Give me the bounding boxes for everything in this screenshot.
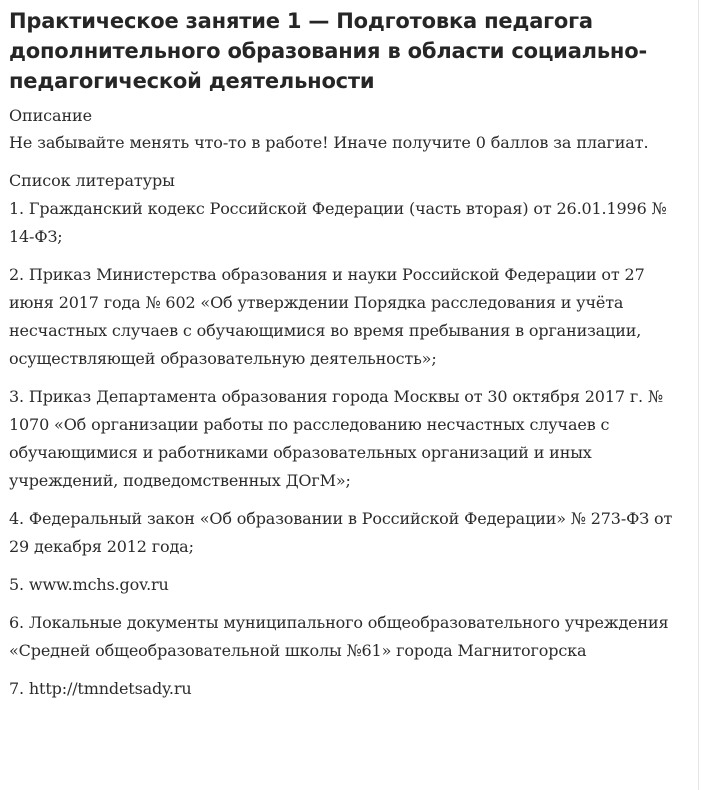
description-text: Не забывайте менять что-то в работе! Иначе получите 0 баллов за плагиат. [9, 133, 649, 152]
reference-item-3: 3. Приказ Департамента образования города Москвы от 30 октября 2017 г. № 1070 «Об организации работы по расследованию несчастных случаев с обучающимися и работниками образовательных организаций и иных учреждений, подведомственных ДОгМ»; [9, 387, 663, 490]
reference-item-4: 4. Федеральный закон «Об образовании в Российской Федерации» № 273-ФЗ от 29 декабря 2012 года; [9, 509, 673, 556]
description-label: Описание [9, 106, 92, 125]
reference-item-2: 2. Приказ Министерства образования и науки Российской Федерации от 27 июня 2017 года № 602 «Об утверждении Порядка расследования и учёта несчастных случаев с обучающимися во время пребывания в организации, осуществляющей образовательную деятельность»; [9, 265, 645, 368]
reference-item-1: 1. Гражданский кодекс Российской Федерации (часть вторая) от 26.01.1996 № 14-ФЗ; [9, 199, 667, 246]
right-edge-divider [698, 0, 699, 790]
reference-item-6: 6. Локальные документы муниципального общеобразовательного учреждения «Средней общеобразовательной школы №61» города Магнитогорска [9, 613, 669, 660]
reference-link-mchs[interactable]: 5. www.mchs.gov.ru [9, 575, 169, 594]
reference-link-tmndetsady[interactable]: 7. http://tmndetsady.ru [9, 679, 192, 698]
page-title: Практическое занятие 1 — Подготовка педагога дополнительного образования в области социально-педагогической деятельности [9, 9, 647, 93]
references-list [9, 195, 693, 703]
document-content [9, 6, 693, 713]
references-label: Список литературы [9, 171, 175, 190]
